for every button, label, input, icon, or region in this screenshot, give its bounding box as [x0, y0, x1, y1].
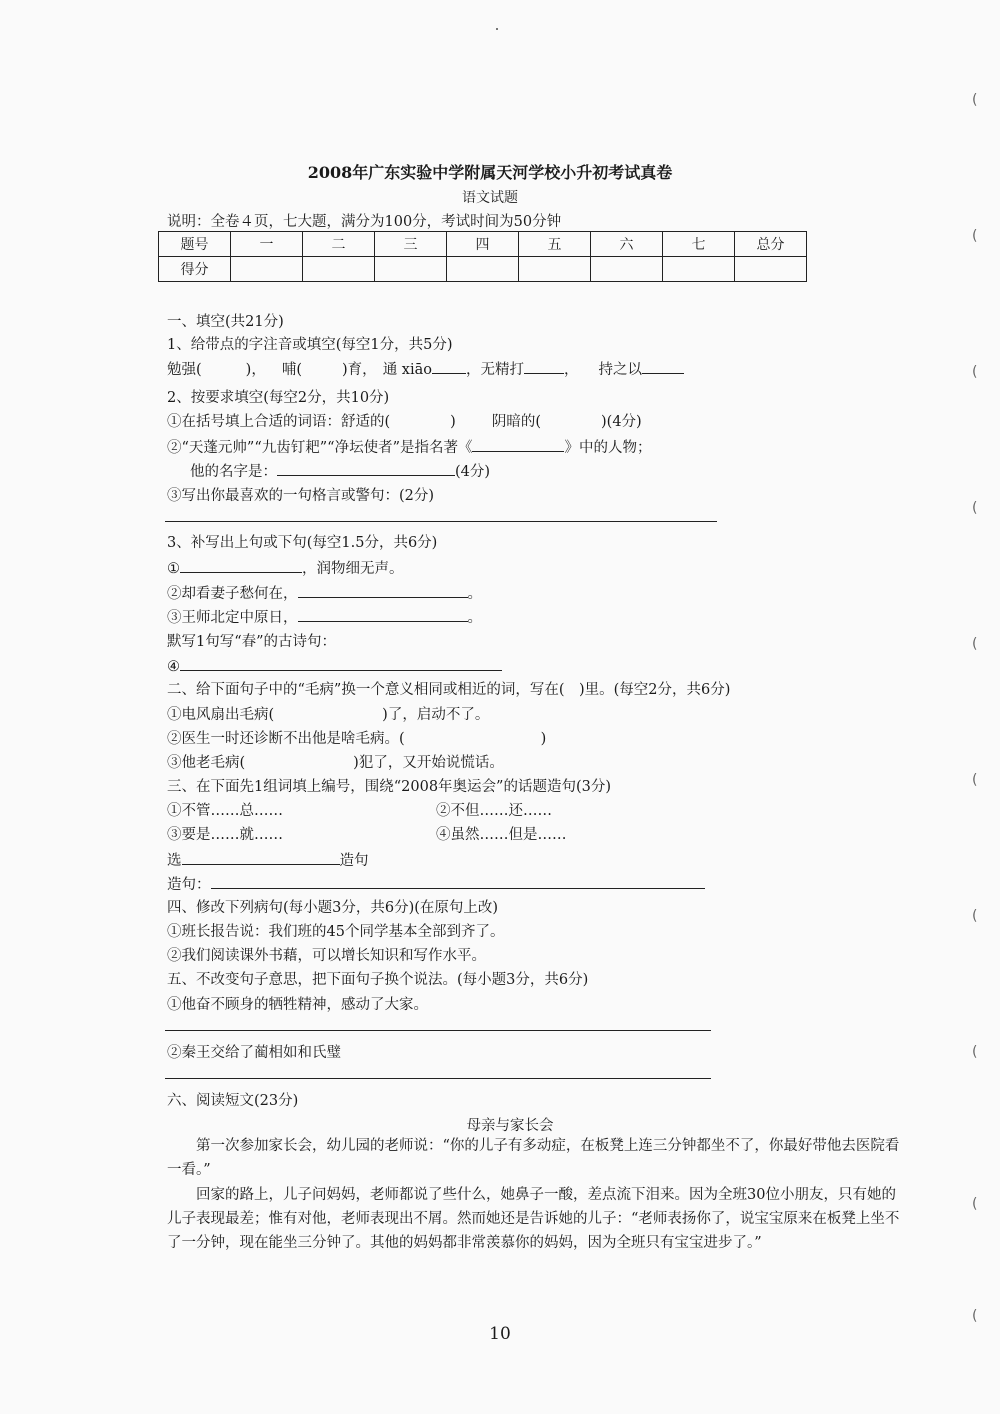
score-blank-cell[interactable]	[735, 257, 807, 282]
q2-blank[interactable]	[472, 437, 564, 452]
q3-text: ①	[167, 561, 180, 577]
q3-item3	[167, 607, 482, 628]
story-title: 母亲与家长会	[466, 1118, 554, 1134]
q3-text: ，润物细无声。	[302, 561, 404, 577]
section5-heading: 五、不改变句子意思，把下面句子换个说法。(每小题3分，共6分)	[167, 972, 589, 988]
score-blank-cell[interactable]	[447, 257, 519, 282]
score-table-cell: 六	[591, 232, 663, 257]
binder-hole-mark: (	[972, 92, 978, 108]
score-table-cell: 四	[447, 232, 519, 257]
s3-option-4: ④虽然……但是……	[436, 827, 567, 843]
binder-hole-mark: (	[972, 228, 978, 244]
q2-item2-name	[190, 461, 490, 482]
binder-hole-mark: (	[972, 1196, 978, 1212]
q2-item3: ③写出你最喜欢的一句格言或警句：(2分)	[167, 488, 435, 504]
score-blank-cell[interactable]	[519, 257, 591, 282]
s3-text: 选	[167, 853, 182, 869]
score-blank-cell[interactable]	[663, 257, 735, 282]
q2-text: ②“天蓬元帅”“九齿钉耙”“净坛使者”是指名著《	[167, 440, 473, 456]
exam-subtitle: 语文试题	[462, 190, 518, 206]
s2-text: ②医生一时还诊断不出他是啥毛病。(	[167, 731, 405, 747]
s2-item3	[167, 753, 504, 773]
q2-text: 阴暗的(	[491, 414, 541, 430]
q2-text: 他的名字是：	[190, 464, 277, 480]
section1-heading: 一、填空(共21分)	[167, 314, 284, 330]
scan-speck	[496, 28, 498, 30]
q2-text: )	[450, 414, 456, 430]
q3-blank[interactable]	[298, 607, 468, 622]
score-blank-cell[interactable]	[231, 257, 303, 282]
exam-title: 2008年广东实验中学附属天河学校小升初考试真卷	[307, 163, 673, 182]
q1-prompt: 1、给带点的字注音或填空(每空1分，共5分)	[167, 337, 453, 353]
q2-text: (4分)	[455, 464, 491, 480]
score-blank-cell[interactable]	[591, 257, 663, 282]
q2-prompt: 2、按要求填空(每空2分，共10分)	[167, 390, 390, 406]
q3-text: ④	[167, 659, 180, 675]
q3-text: ②却看妻子愁何在，	[167, 586, 298, 602]
section6-heading: 六、阅读短文(23分)	[167, 1093, 299, 1109]
q3-text: ③王师北定中原日，	[167, 610, 298, 626]
s3-text: 造句：	[167, 877, 211, 893]
q1-blank[interactable]	[524, 359, 564, 374]
binder-hole-mark: (	[972, 1308, 978, 1324]
score-table-cell: 五	[519, 232, 591, 257]
q1-blank[interactable]	[642, 359, 684, 374]
score-table-cell: 三	[375, 232, 447, 257]
q1-text: ，无精打	[466, 362, 524, 378]
q3-prompt: 3、补写出上句或下句(每空1.5分，共6分)	[167, 535, 438, 551]
story-paragraph-1: 第一次参加家长会，幼儿园的老师说：“你的儿子有多动症，在板凳上连三分钟都坐不了，你最好带他去医院看一看。”	[167, 1138, 900, 1178]
s2-text: )了，启动不了。	[382, 707, 490, 723]
s3-option-3: ③要是……就……	[167, 827, 283, 843]
answer-line[interactable]	[165, 1078, 711, 1079]
q3-item2	[167, 583, 482, 604]
s5-item2: ②秦王交给了蔺相如和氏璧	[167, 1045, 341, 1061]
s2-text: ③他老毛病(	[167, 755, 246, 771]
s2-item2	[167, 729, 546, 749]
q1-items	[167, 359, 684, 380]
s2-text: )犯了，又开始说慌话。	[353, 755, 504, 771]
score-table-cell: 题号	[159, 232, 231, 257]
story-paragraph-2: 回家的路上，儿子问妈妈，老师都说了些什么，她鼻子一酸，差点流下泪来。因为全班30位小朋友，只有她的儿子表现最差；惟有对他，老师表现出不屑。然而她还是告诉她的儿子：“老师表扬你了，说宝宝原来在板凳上坐不了一分钟，现在能坐三分钟了。其他的妈妈都非常羡慕你的妈妈，因为全班只有宝宝进步了。”	[167, 1187, 900, 1251]
q3-item1	[167, 558, 404, 579]
page-number: 10	[489, 1324, 511, 1344]
binder-hole-mark: (	[972, 772, 978, 788]
q2-item2	[167, 437, 651, 458]
s3-blank[interactable]	[211, 874, 705, 889]
score-table-cell: 七	[663, 232, 735, 257]
score-table	[158, 231, 807, 282]
s2-text: ①电风扇出毛病(	[167, 707, 275, 723]
score-label-cell: 得分	[159, 257, 231, 282]
q3-blank[interactable]	[180, 656, 502, 671]
q1-text: )育，	[342, 362, 377, 378]
q2-text: ①在括号填上合适的词语：舒适的(	[167, 414, 391, 430]
q1-text: 通 xiāo	[382, 362, 432, 378]
q1-text: ，	[564, 362, 579, 378]
score-blank-cell[interactable]	[303, 257, 375, 282]
binder-hole-mark: (	[972, 500, 978, 516]
score-table-header-row	[159, 232, 807, 257]
s5-item1: ①他奋不顾身的牺牲精神，感动了大家。	[167, 997, 428, 1013]
binder-hole-mark: (	[972, 636, 978, 652]
q2-text: )(4分)	[601, 414, 642, 430]
s3-text: 造句	[339, 853, 369, 869]
q2-text: 》中的人物；	[564, 440, 652, 456]
q1-text: )，	[245, 362, 266, 378]
instructions: 说明：全卷４页，七大题，满分为100分，考试时间为50分钟	[167, 214, 562, 230]
q1-text: 勉强(	[167, 362, 202, 378]
score-table-score-row	[159, 257, 807, 282]
q3-blank[interactable]	[180, 558, 302, 573]
s4-item2: ②我们阅读课外书藉，可以增长知识和写作水平。	[167, 948, 486, 964]
section2-heading: 二、给下面句子中的“毛病”换一个意义相同或相近的词，写在( )里。(每空2分，共6分)	[167, 682, 731, 698]
s2-text: )	[540, 731, 547, 747]
q2-item1	[167, 412, 642, 432]
binder-hole-mark: (	[972, 364, 978, 380]
binder-hole-mark: (	[972, 1044, 978, 1060]
q3-item5	[167, 656, 502, 677]
binder-hole-mark: (	[972, 908, 978, 924]
q3-text: 。	[467, 610, 482, 626]
s3-select	[167, 850, 369, 871]
q3-blank[interactable]	[298, 583, 468, 598]
s3-blank[interactable]	[182, 850, 340, 865]
s3-option-1: ①不管……总……	[167, 803, 283, 819]
q1-blank[interactable]	[432, 359, 466, 374]
score-table-cell: 二	[303, 232, 375, 257]
q1-text: 哺(	[281, 362, 303, 378]
q1-text: 持之以	[598, 362, 642, 378]
section3-heading: 三、在下面先1组词填上编号，围绕“2008年奥运会”的话题造句(3分)	[167, 779, 611, 795]
q3-text: 。	[467, 586, 482, 602]
section4-heading: 四、修改下列病句(每小题3分，共6分)(在原句上改)	[167, 900, 499, 916]
s4-item1: ①班长报告说：我们班的45个同学基本全部到齐了。	[167, 924, 505, 940]
answer-line[interactable]	[165, 521, 717, 522]
score-blank-cell[interactable]	[375, 257, 447, 282]
q2-blank[interactable]	[277, 461, 455, 476]
answer-line[interactable]	[165, 1030, 711, 1031]
s2-item1	[167, 705, 489, 725]
q3-item4: 默写1句写“春”的古诗句：	[167, 634, 337, 650]
score-table-cell: 一	[231, 232, 303, 257]
score-table-cell: 总分	[735, 232, 807, 257]
s3-make	[167, 874, 705, 895]
s3-option-2: ②不但……还……	[436, 803, 552, 819]
